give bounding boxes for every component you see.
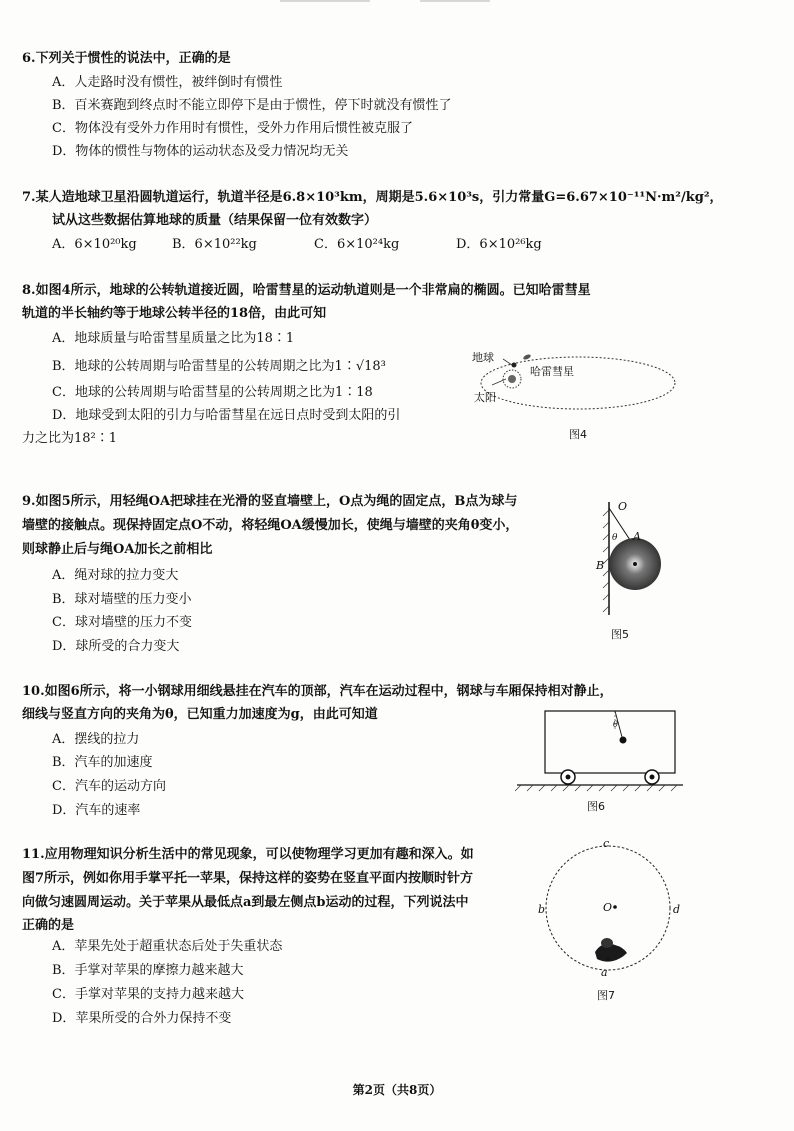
question-6-option-a: A．人走路时没有惯性，被绊倒时有惯性 — [52, 75, 283, 90]
question-10-option-d: D．汽车的速率 — [52, 803, 141, 818]
question-11-stem-line2: 图7所示，例如你用手掌平托一苹果，保持这样的姿势在竖直平面内按顺时针方 — [22, 871, 474, 886]
question-10-option-b: B．汽车的加速度 — [52, 755, 153, 770]
question-7-option-c: C．6×10²⁴kg — [314, 237, 400, 252]
figure-6-theta-label: θ — [613, 720, 618, 729]
question-8-option-a: A．地球质量与哈雷彗星质量之比为18∶1 — [52, 331, 295, 346]
scan-mark — [420, 0, 490, 2]
question-8-stem-line2: 轨道的半长轴约等于地球公转半径的18倍，由此可知 — [22, 306, 327, 321]
question-9-option-b: B．球对墙壁的压力变小 — [52, 592, 192, 607]
figure-7-a-label: a — [601, 966, 608, 979]
question-7-stem-line2: 试从这些数据估算地球的质量（结果保留一位有效数字） — [52, 213, 378, 228]
question-6-option-d: D．物体的惯性与物体的运动状态及受力情况均无关 — [52, 144, 349, 159]
figure-5-caption: 图5 — [611, 628, 629, 641]
question-7-option-a: A．6×10²⁰kg — [52, 237, 137, 252]
question-6-option-c: C．物体没有受外力作用时有惯性，受外力作用后惯性被克服了 — [52, 121, 413, 136]
figure-7-caption: 图7 — [597, 989, 615, 1002]
figure-5-ball-on-wall — [592, 500, 672, 618]
question-6-stem: 6.下列关于惯性的说法中，正确的是 — [22, 51, 231, 66]
question-8-stem: 8.如图4所示，地球的公转轨道接近圆，哈雷彗星的运动轨道则是一个非常扁的椭圆。已知哈雷彗星 — [22, 283, 591, 298]
figure-6-caption: 图6 — [587, 800, 605, 813]
question-10-stem: 10.如图6所示，将一小钢球用细线悬挂在汽车的顶部，汽车在运动过程中，钢球与车厢保持相对静止， — [22, 684, 613, 699]
question-11-stem-line3: 向做匀速圆周运动。关于苹果从最低点a到最左侧点b运动的过程，下列说法中 — [22, 895, 469, 910]
figure-7-c-label: c — [603, 837, 610, 850]
question-10-option-a: A．摆线的拉力 — [52, 732, 140, 747]
figure-5-o-label: O — [618, 500, 628, 513]
question-11-option-c: C．手掌对苹果的支持力越来越大 — [52, 987, 244, 1002]
question-11-option-b: B．手掌对苹果的摩擦力越来越大 — [52, 963, 244, 978]
scan-mark — [280, 0, 370, 2]
question-8-option-d: D．地球受到太阳的引力与哈雷彗星在远日点时受到太阳的引 — [52, 408, 401, 423]
question-9-stem: 9.如图5所示，用轻绳OA把球挂在光滑的竖直墙壁上，O点为绳的固定点，B点为球与 — [22, 494, 518, 509]
figure-5-b-label: B — [596, 559, 605, 572]
figure-7-d-label: d — [673, 903, 681, 916]
figure-4-comet-label: 哈雷彗星 — [530, 365, 574, 378]
figure-4-caption: 图4 — [569, 428, 587, 441]
question-11-option-d: D．苹果所受的合外力保持不变 — [52, 1011, 232, 1026]
figure-4-earth-label: 地球 — [472, 351, 494, 364]
question-9-option-a: A．绳对球的拉力变大 — [52, 568, 179, 583]
figure-7-o-label: O — [603, 901, 613, 914]
question-9-stem-line3: 则球静止后与绳OA加长之前相比 — [22, 542, 213, 557]
question-10-stem-line2: 细线与竖直方向的夹角为θ，已知重力加速度为g，由此可知道 — [22, 707, 378, 722]
question-7-option-b: B．6×10²²kg — [172, 237, 257, 252]
figure-6-car-pendulum — [515, 705, 685, 793]
figure-7-b-label: b — [538, 903, 546, 916]
figure-4-sun-label: 太阳 — [474, 391, 496, 404]
question-11-option-a: A．苹果先处于超重状态后处于失重状态 — [52, 939, 283, 954]
question-9-option-c: C．球对墙壁的压力不变 — [52, 615, 192, 630]
figure-5-theta-label: θ — [612, 533, 618, 543]
question-6-option-b: B．百米赛跑到终点时不能立即停下是由于惯性，停下时就没有惯性了 — [52, 98, 452, 113]
question-8-option-d-cont: 力之比为18²∶1 — [22, 431, 118, 446]
question-9-option-d: D．球所受的合力变大 — [52, 639, 180, 654]
question-10-option-c: C．汽车的运动方向 — [52, 779, 166, 794]
figure-5-a-label: A — [633, 530, 641, 543]
question-8-option-c: C．地球的公转周期与哈雷彗星的公转周期之比为1∶18 — [52, 385, 373, 400]
question-9-stem-line2: 墙壁的接触点。现保持固定点O不动，将轻绳OA缓慢加长，使绳与墙壁的夹角θ变小， — [22, 518, 519, 533]
question-7-stem: 7.某人造地球卫星沿圆轨道运行，轨道半径是6.8×10³km，周期是5.6×10³s，引力常量G=6.67×10⁻¹¹N·m²/kg²， — [22, 190, 723, 205]
question-7-option-d: D．6×10²⁶kg — [456, 237, 542, 252]
figure-4-orbit-diagram — [470, 345, 680, 420]
question-8-option-b: B．地球的公转周期与哈雷彗星的公转周期之比为1∶√18³ — [52, 359, 386, 374]
question-11-stem: 11.应用物理知识分析生活中的常见现象，可以使物理学习更加有趣和深入。如 — [22, 847, 474, 862]
page-footer: 第2页（共8页） — [352, 1083, 442, 1097]
question-11-stem-line4: 正确的是 — [22, 918, 75, 933]
figure-7-circular-motion — [535, 835, 685, 985]
